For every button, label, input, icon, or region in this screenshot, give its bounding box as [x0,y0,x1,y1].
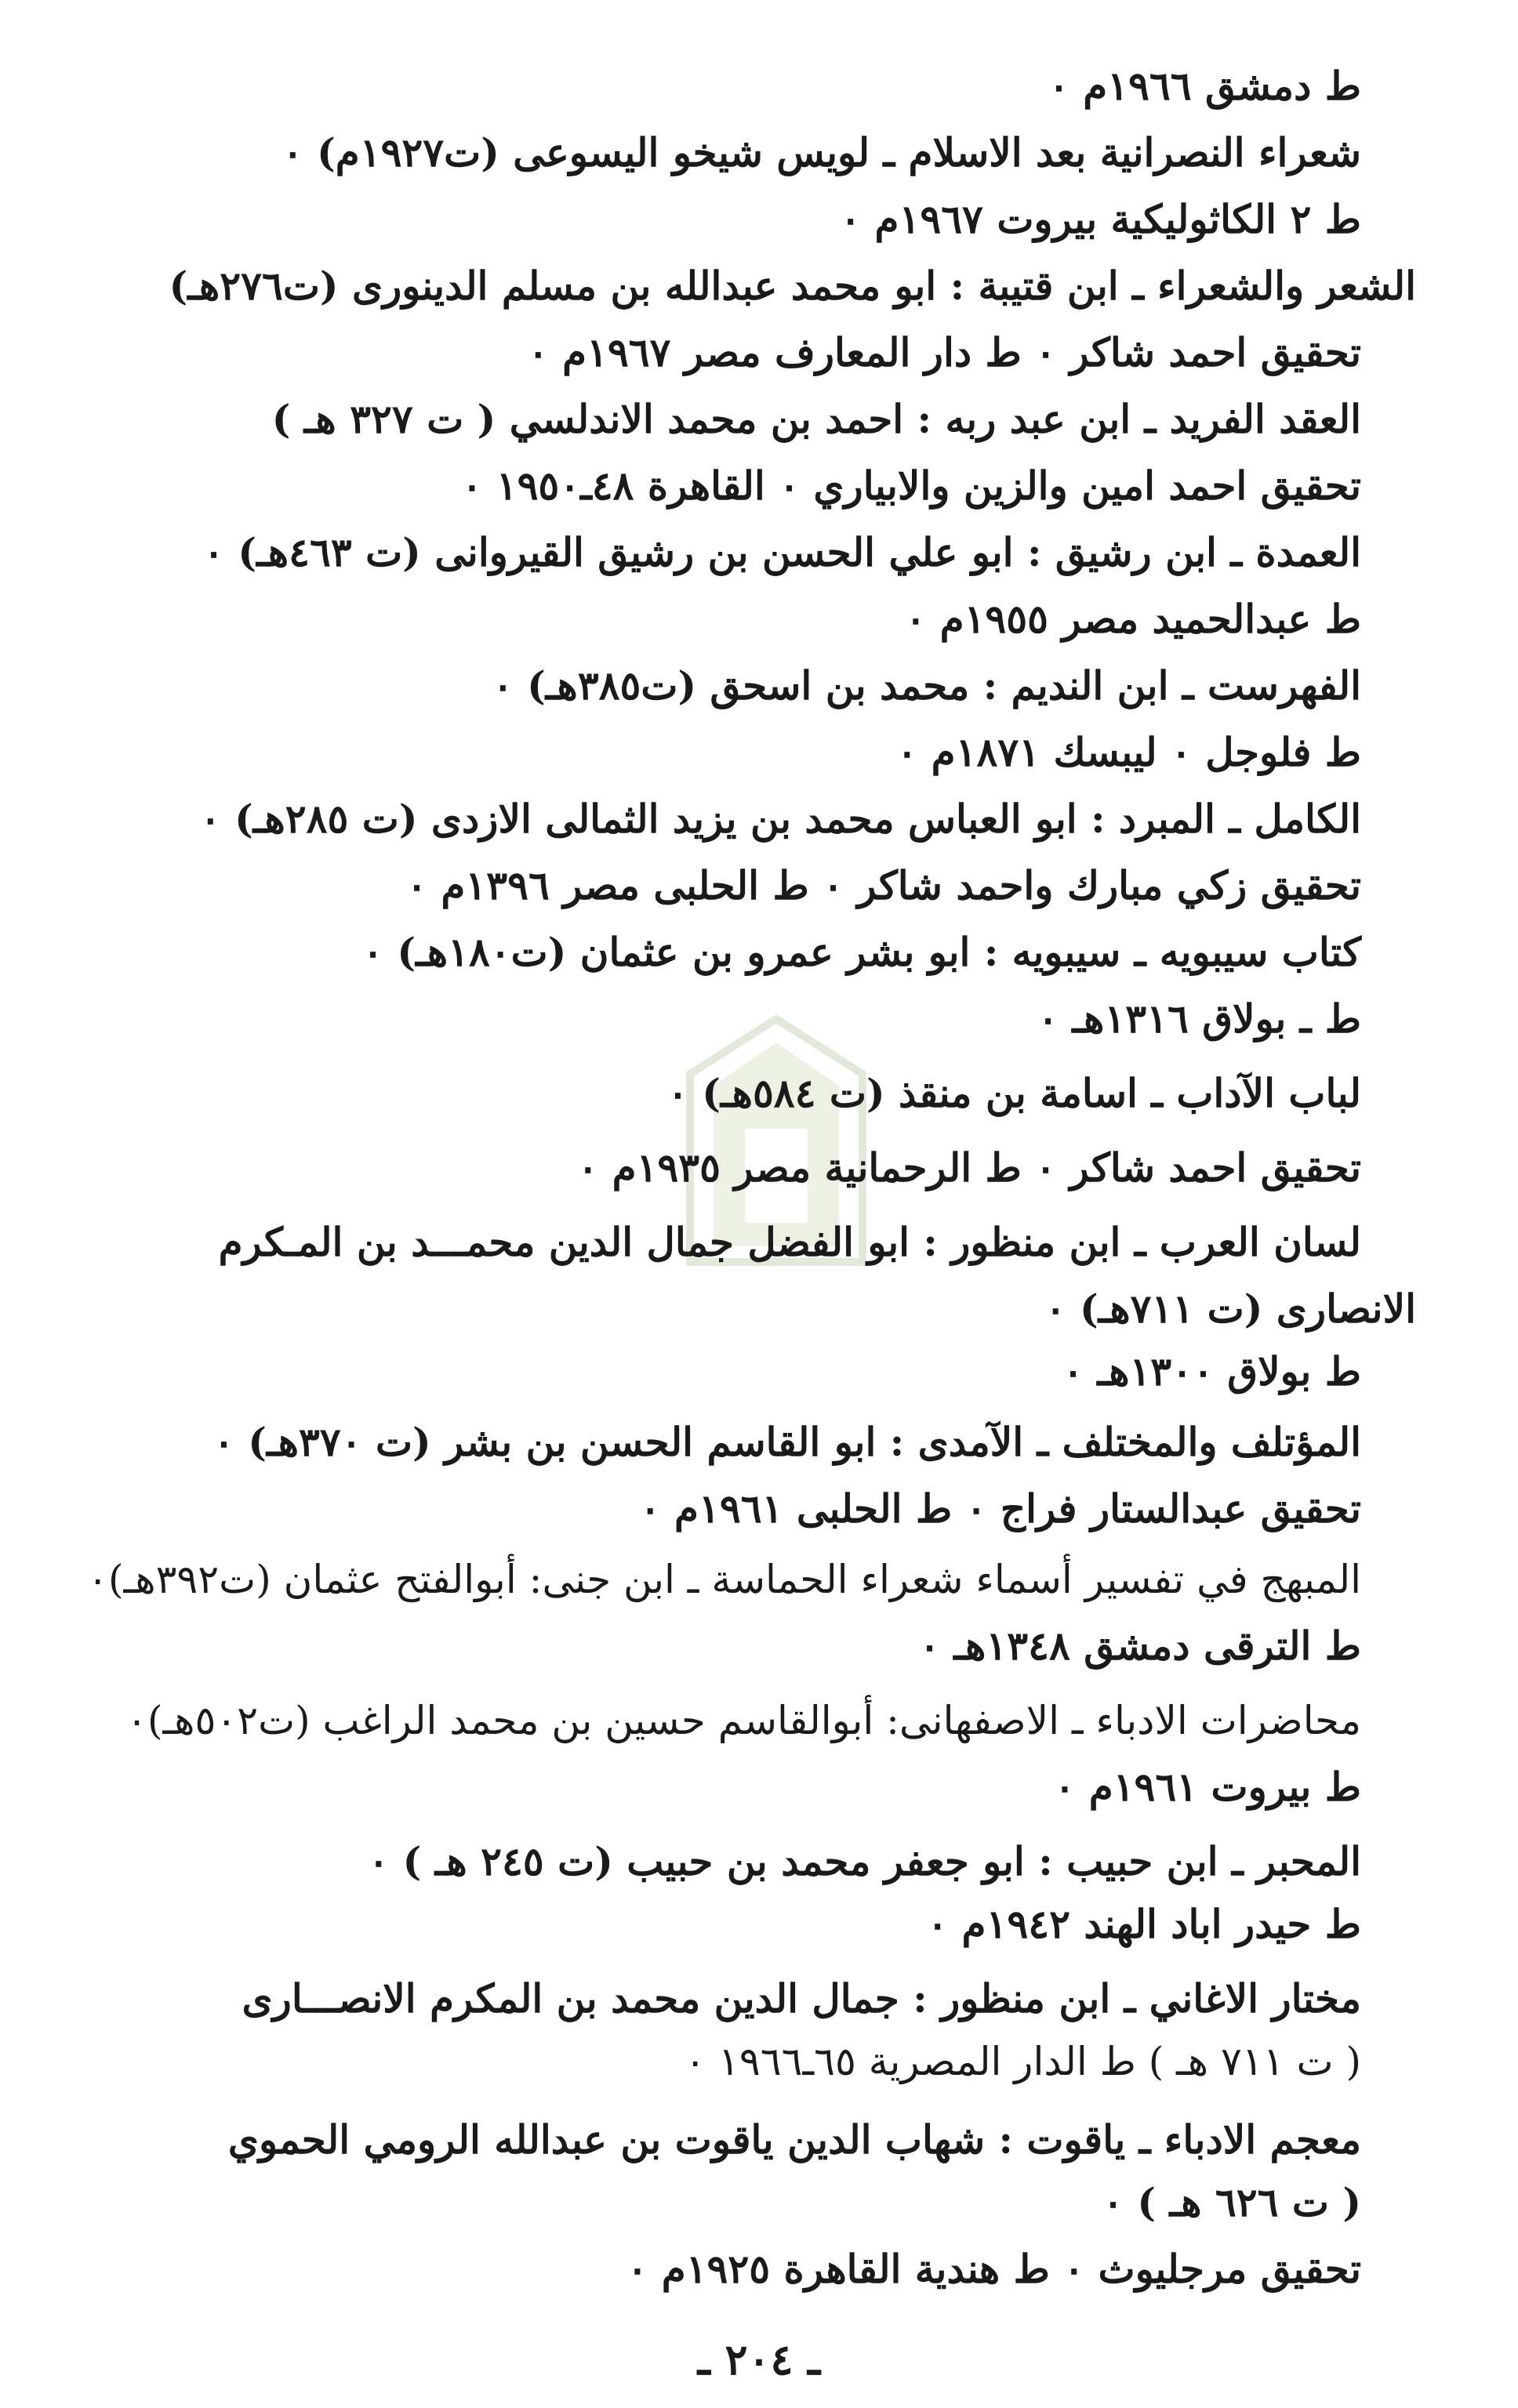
page-number: ـ ٢٠٤ ـ [697,2334,821,2384]
text-line-24: ط الترقى دمشق ١٣٤٨هـ ٠ [919,1623,1361,1669]
text-line-30: ( ت ٧١١ هـ ) ط الدار المصرية ٦٥ـ١٩٦٦ ٠ [685,2039,1361,2084]
text-line-22: تحقيق عبدالستار فراج ٠ ط الحلبى ١٩٦١م ٠ [639,1485,1361,1532]
text-line-18: لسان العرب ـ ابن منظور : ابو الفضل جمال الدين محمـــد بن المـكرم [218,1219,1361,1265]
text-line-14: كتاب سيبويه ـ سيبويه : ابو بشر عمرو بن عثمان (ت١٨٠هـ) ٠ [362,929,1361,975]
text-line-23: المبهج في تفسير أسماء شعراء الحماسة ـ ابن جنى: أبوالفتح عثمان (ت٣٩٢هـ)٠ [87,1557,1361,1602]
text-line-7: تحقيق احمد امين والزين والابياري ٠ القاهرة ٤٨ـ١٩٥٠ ٠ [461,462,1361,509]
text-line-8: العمدة ـ ابن رشيق : ابو علي الحسن بن رشيق القيروانى (ت ٤٦٣هـ) ٠ [203,529,1361,575]
text-line-6: العقد الفريد ـ ابن عبد ربه : احمد بن محمد الاندلسي ( ت ٣٢٧ هـ ) [271,396,1361,442]
text-line-16: لباب الآداب ـ اسامة بن منقذ (ت ٥٨٤هـ) ٠ [666,1070,1361,1116]
text-line-21: المؤتلف والمختلف ـ الآمدى : ابو القاسم الحسن بن بشر (ت ٣٧٠هـ) ٠ [213,1419,1361,1465]
text-line-2: شعراء النصرانية بعد الاسلام ـ لويس شيخو اليسوعى (ت١٩٢٧م) ٠ [281,129,1361,176]
text-line-4: الشعر والشعراء ـ ابن قتيبة : ابو محمد عبدالله بن مسلم الدينورى (ت٢٧٦هـ) [169,263,1416,309]
text-line-31: معجم الادباء ـ ياقوت : شهاب الدين ياقوت بن عبدالله الرومي الحموي [227,2116,1361,2163]
text-line-25: محاضرات الادباء ـ الاصفهانى: أبوالقاسم حسين بن محمد الراغب (ت٥٠٢هـ)٠ [126,1698,1361,1743]
text-line-33: تحقيق مرجليوث ٠ ط هندية القاهرة ١٩٢٥م ٠ [626,2246,1361,2292]
text-line-27: المحبر ـ ابن حبيب : ابو جعفر محمد بن حبيب (ت ٢٤٥ هـ ) ٠ [368,1838,1361,1884]
text-line-17: تحقيق احمد شاكر ٠ ط الرحمانية مصر ١٩٣٥م ٠ [577,1144,1361,1191]
text-line-26: ط بيروت ١٩٦١م ٠ [1054,1764,1361,1810]
text-line-15: ط ـ بولاق ١٣١٦هـ ٠ [1037,995,1361,1042]
text-line-3: ط ٢ الكاثوليكية بيروت ١٩٦٧م ٠ [840,196,1361,242]
text-line-1: ط دمشق ١٩٦٦م ٠ [1048,63,1361,109]
text-line-19: الانصارى (ت ٧١١هـ) ٠ [1044,1286,1416,1332]
text-line-13: تحقيق زكي مبارك واحمد شاكر ٠ ط الحلبى مصر ١٣٩٦م ٠ [406,862,1361,908]
text-line-29: مختار الاغاني ـ ابن منظور : جمال الدين محمد بن المكرم الانصـــارى [242,1975,1361,2022]
text-line-20: ط بولاق ١٣٠٠هـ ٠ [1062,1348,1361,1394]
text-line-12: الكامل ـ المبرد : ابو العباس محمد بن يزيد الثمالى الازدى (ت ٢٨٥هـ) ٠ [199,796,1361,842]
text-line-28: ط حيدر اباد الهند ١٩٤٢م ٠ [927,1901,1361,1947]
text-line-11: ط فلوجل ٠ ليبسك ١٨٧١م ٠ [896,729,1361,775]
text-line-5: تحقيق احمد شاكر ٠ ط دار المعارف مصر ١٩٦٧م ٠ [527,329,1361,375]
text-line-9: ط عبدالحميد مصر ١٩٥٥م ٠ [905,596,1361,642]
text-line-32: ( ت ٦٢٦ هـ ) ٠ [1102,2179,1361,2225]
text-line-10: الفهرست ـ ابن النديم : محمد بن اسحق (ت٣٨٥هـ) ٠ [492,662,1361,709]
